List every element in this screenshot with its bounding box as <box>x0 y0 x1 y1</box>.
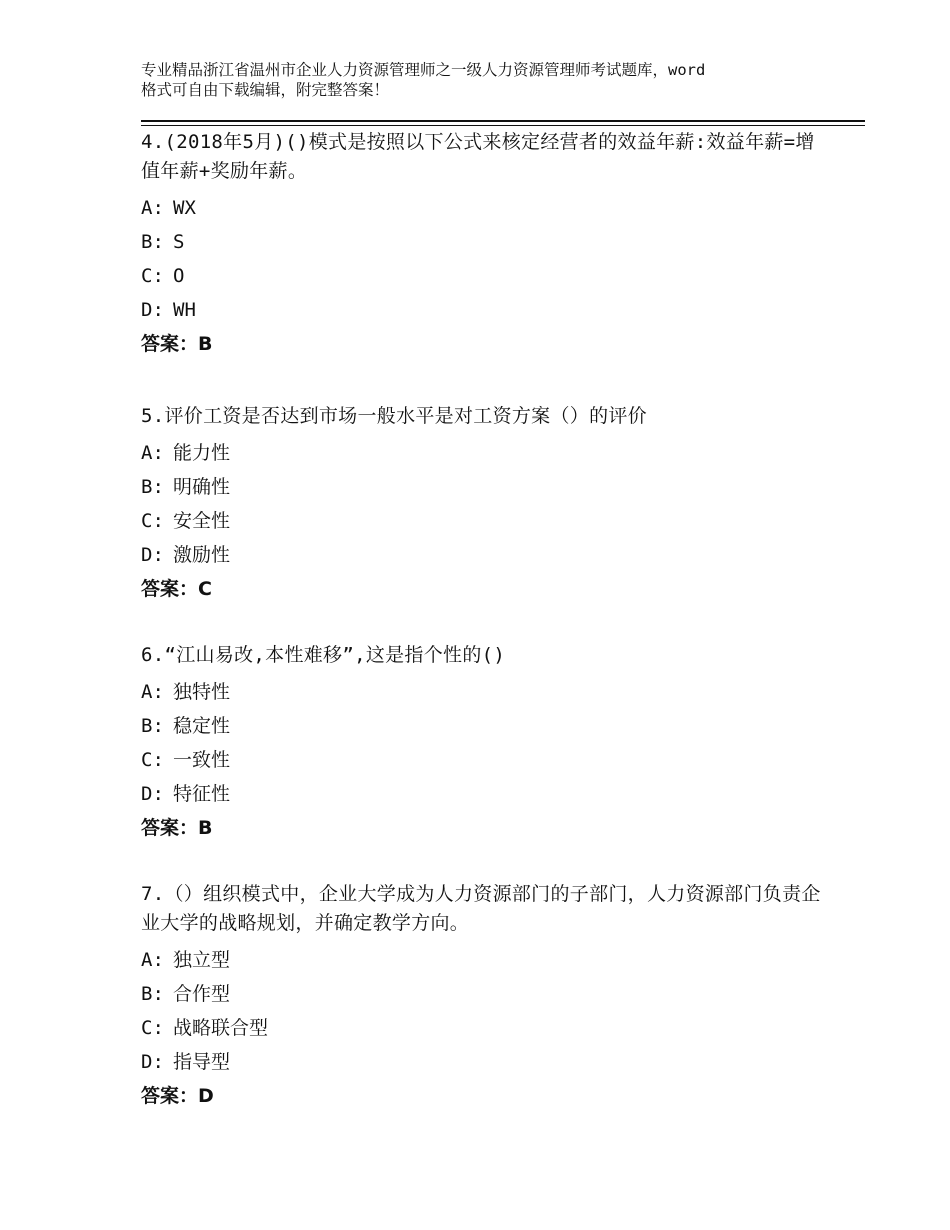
option-text: WX <box>173 197 196 219</box>
option-text: 明确性 <box>173 476 231 498</box>
option-a <box>141 675 821 709</box>
option-c <box>141 504 821 538</box>
option-key: C: <box>141 265 164 287</box>
option-key: C: <box>141 1017 164 1039</box>
option-text: S <box>173 231 185 253</box>
option-key: D: <box>141 299 164 321</box>
question-4 <box>141 128 821 361</box>
answer: 答案：D <box>141 1085 214 1107</box>
option-text: 独特性 <box>173 681 231 703</box>
header-rule-thin <box>141 125 865 126</box>
option-key: B: <box>141 715 164 737</box>
option-key: D: <box>141 783 164 805</box>
option-text: 独立型 <box>173 949 231 971</box>
option-d <box>141 293 821 327</box>
document-header: 专业精品浙江省温州市企业人力资源管理师之一级人力资源管理师考试题库，word 格式可自由下载编辑，附完整答案！ <box>141 61 706 99</box>
option-text: 合作型 <box>173 983 231 1005</box>
answer: 答案：B <box>141 817 213 839</box>
option-key: B: <box>141 231 164 253</box>
option-text: 战略联合型 <box>173 1017 269 1039</box>
option-text: 特征性 <box>173 783 231 805</box>
option-a <box>141 436 821 470</box>
option-text: 指导型 <box>173 1051 231 1073</box>
option-d <box>141 1045 821 1079</box>
option-key: A: <box>141 681 164 703</box>
option-key: A: <box>141 197 164 219</box>
option-text: 激励性 <box>173 544 231 566</box>
option-key: D: <box>141 544 164 566</box>
option-text: 一致性 <box>173 749 231 771</box>
option-a <box>141 943 821 977</box>
question-stem: 6.“江山易改,本性难移”,这是指个性的() <box>141 644 506 666</box>
option-text: WH <box>173 299 196 321</box>
option-b <box>141 470 821 504</box>
option-d <box>141 777 821 811</box>
question-stem: 5.评价工资是否达到市场一般水平是对工资方案（）的评价 <box>141 405 647 427</box>
option-key: A: <box>141 442 164 464</box>
option-text: O <box>173 265 185 287</box>
answer: 答案：B <box>141 333 213 355</box>
option-key: A: <box>141 949 164 971</box>
option-key: C: <box>141 510 164 532</box>
option-b <box>141 977 821 1011</box>
option-text: 能力性 <box>173 442 231 464</box>
option-b <box>141 225 821 259</box>
question-7 <box>141 880 821 1113</box>
answer: 答案：C <box>141 578 212 600</box>
question-5 <box>141 402 821 606</box>
option-key: C: <box>141 749 164 771</box>
option-b <box>141 709 821 743</box>
option-c <box>141 1011 821 1045</box>
option-c <box>141 743 821 777</box>
option-c <box>141 259 821 293</box>
option-key: B: <box>141 476 164 498</box>
option-key: B: <box>141 983 164 1005</box>
option-a <box>141 191 821 225</box>
option-text: 稳定性 <box>173 715 231 737</box>
option-key: D: <box>141 1051 164 1073</box>
option-text: 安全性 <box>173 510 231 532</box>
question-6 <box>141 641 821 845</box>
header-rule-thick <box>141 120 865 122</box>
question-stem: 7.（）组织模式中，企业大学成为人力资源部门的子部门，人力资源部门负责企业大学的战略规划，并确定教学方向。 <box>141 883 821 934</box>
option-d <box>141 538 821 572</box>
question-stem: 4.(2018年5月)()模式是按照以下公式来核定经营者的效益年薪:效益年薪=增值年薪+奖励年薪。 <box>141 131 815 182</box>
